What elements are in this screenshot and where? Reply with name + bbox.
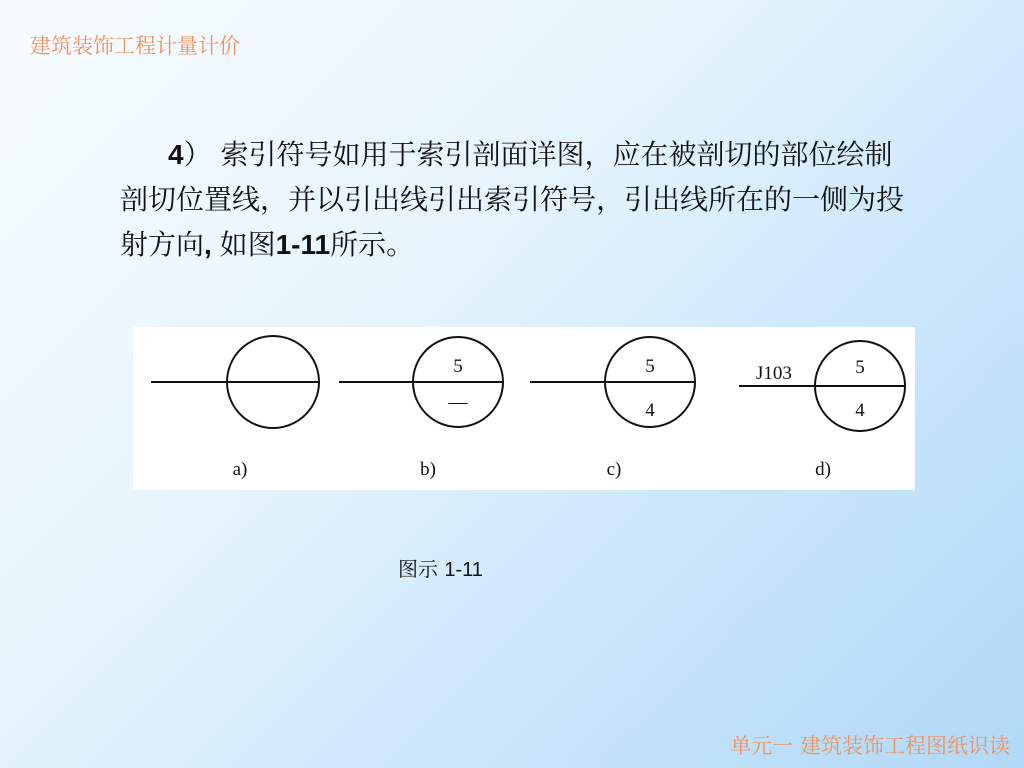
- caption-number: 1-11: [444, 559, 483, 581]
- figure-drawing: [133, 327, 915, 490]
- panel-c-top-number: 5: [645, 356, 655, 377]
- paragraph-text-c: 所示。: [330, 228, 415, 261]
- figure-caption: [398, 553, 483, 582]
- panel-a-label: a): [232, 459, 248, 480]
- paragraph-text-a: 索引符号如用于索引剖面详图，应在被剖切的部位绘制剖切位置线，并以引出线引出索引符号，引出线所在的一侧为投射方向: [120, 138, 905, 261]
- header-title: 建筑装饰工程计量计价: [30, 34, 240, 58]
- figure-reference: 1-11: [275, 229, 331, 260]
- body-paragraph: [120, 132, 920, 267]
- footer-title: 单元一 建筑装饰工程图纸识读: [730, 734, 1010, 758]
- caption-prefix: 图示: [398, 557, 438, 581]
- panel-b-top-number: 5: [453, 356, 463, 377]
- paragraph-text-b: 如图: [219, 228, 276, 261]
- panel-d-reference-label: J103: [756, 363, 792, 384]
- item-paren: ）: [183, 138, 212, 171]
- panel-c-label: c): [606, 459, 622, 480]
- panel-d-label: d): [815, 459, 831, 480]
- figure-1-11: [133, 327, 915, 490]
- panel-d-top-number: 5: [855, 357, 865, 378]
- paragraph-comma: ,: [204, 229, 220, 260]
- panel-b-bottom-dash: —: [448, 392, 468, 413]
- panel-d-bottom-number: 4: [855, 400, 865, 421]
- panel-c-bottom-number: 4: [645, 400, 655, 421]
- panel-b-label: b): [420, 459, 436, 480]
- item-number: 4: [168, 139, 184, 170]
